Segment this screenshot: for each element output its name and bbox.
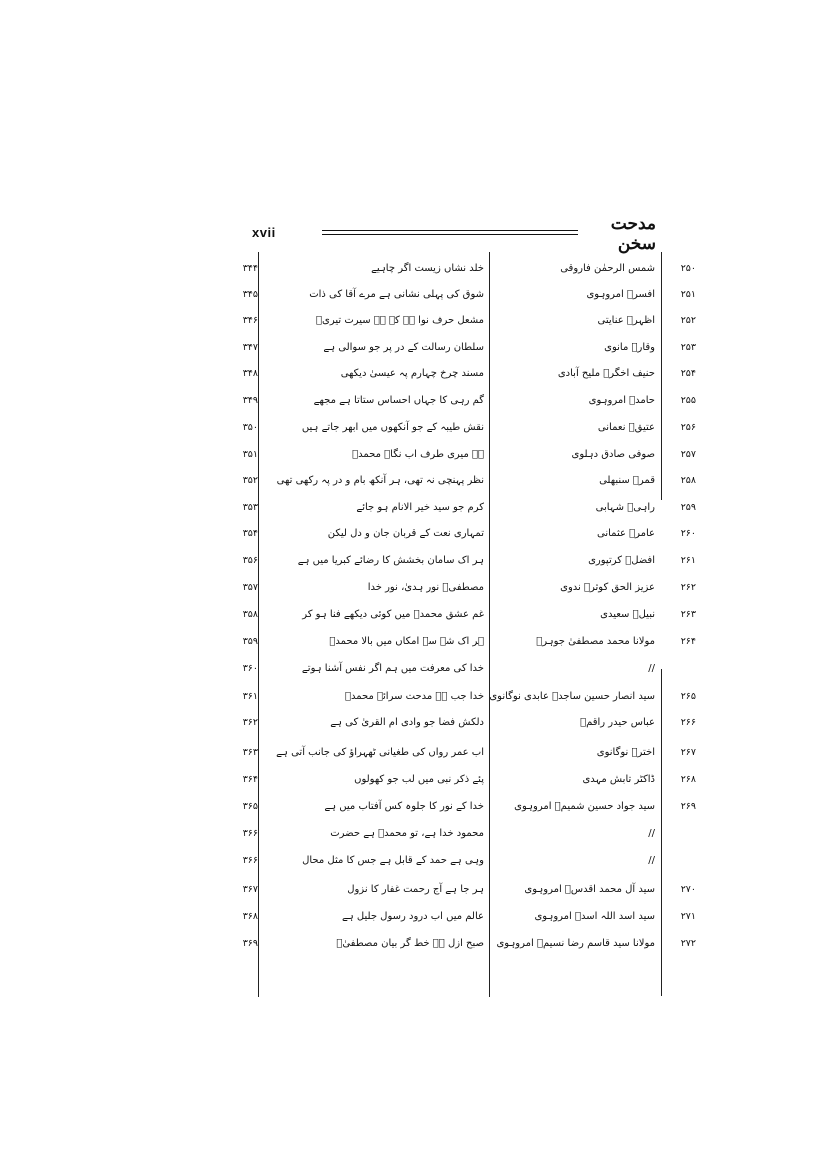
opening-line: ہر اک سامان بخشش کا رضائے کبریا میں ہے — [297, 555, 484, 566]
table-row — [0, 906, 826, 928]
entry-number: ۲۵۴ — [680, 368, 696, 379]
entry-number: ۲۷۰ — [680, 884, 696, 895]
page-ref: ۳۵۹ — [242, 636, 258, 647]
opening-line: کرم جو سید خیر الانام ہو جائے — [356, 502, 484, 513]
opening-line: ہر جا ہے آج رحمت غفار کا نزول — [347, 884, 484, 895]
table-row — [0, 879, 826, 901]
page-ref: ۳۶۷ — [242, 884, 258, 895]
entry-number — [666, 850, 696, 872]
opening-line: نظر پہنچی نہ تھی، ہر آنکھ بام و در پہ رکھی تھی — [276, 475, 484, 486]
poet-name: اظہرؔ عنایتی — [597, 315, 655, 326]
page-ref: ۳۶۰ — [242, 663, 258, 674]
opening-line: غم عشق محمدؐ میں کوئی دیکھے فنا ہو کر — [302, 609, 484, 620]
entry-number: ۲۵۵ — [680, 395, 696, 406]
opening-line: گم رہی کا جہاں احساس ستاتا ہے مجھے — [313, 395, 484, 406]
opening-line: صبح ازل ہے خط گر بیان مصطفیٰؐ — [336, 938, 484, 949]
page-ref: ۳۵۱ — [242, 449, 258, 460]
table-row — [0, 337, 826, 359]
entry-number — [666, 823, 696, 845]
opening-line: نقش طیبہ کے جو آنکھوں میں ابھر جاتے ہیں — [301, 422, 484, 433]
table-row — [0, 604, 826, 626]
poet-name: افضلؔ کرتپوری — [588, 555, 655, 566]
opening-line: خلد نشاں زیست اگر چاہیے — [371, 263, 484, 274]
page-ref: ۳۴۷ — [242, 342, 258, 353]
poet-name: // — [648, 855, 655, 866]
page-ref: ۳۶۴ — [242, 774, 258, 785]
entry-number: ۲۵۱ — [680, 289, 696, 300]
poet-name: حنیف اخگرؔ ملیح آبادی — [557, 368, 655, 379]
entry-number: ۲۵۳ — [680, 342, 696, 353]
page-ref: ۳۵۷ — [242, 582, 258, 593]
table-row — [0, 497, 826, 519]
page-ref: ۳۶۶ — [242, 855, 258, 866]
page-ref: ۳۵۳ — [242, 502, 258, 513]
table-row — [0, 686, 826, 708]
entry-number: ۲۶۷ — [680, 747, 696, 758]
poet-name: عتیقؔ نعمانی — [597, 422, 655, 433]
table-row — [0, 258, 826, 280]
poet-name: سید جواد حسین شمیمؔ امروہوی — [514, 801, 655, 812]
opening-line: وہی ہے حمد کے قابل ہے جس کا مثل محال — [302, 855, 484, 866]
poet-name: عزیز الحق کوثرؔ ندوی — [560, 582, 655, 593]
page-ref: ۳۶۸ — [242, 911, 258, 922]
opening-line: دلکش فضا جو وادی ام القریٰ کی ہے — [330, 717, 484, 728]
entry-number: ۲۶۱ — [680, 555, 696, 566]
table-row — [0, 742, 826, 764]
entry-number: ۲۶۰ — [680, 528, 696, 539]
page-ref: ۳۴۸ — [242, 368, 258, 379]
poet-name: مولانا محمد مصطفیٰ جوہرؔ — [536, 636, 655, 647]
entry-number: ۲۵۷ — [680, 449, 696, 460]
opening-line: خدا جب ہے مدحت سرائے محمدؐ — [344, 691, 484, 702]
table-row — [0, 310, 826, 332]
page-ref: ۳۶۶ — [242, 828, 258, 839]
entry-number: ۲۶۵ — [680, 691, 696, 702]
poet-name: قمرؔ سنبھلی — [599, 475, 655, 486]
running-title: مدحت سخن — [610, 214, 656, 254]
poet-name: وقارؔ مانوی — [604, 342, 655, 353]
table-row — [0, 658, 826, 680]
poet-name: ڈاکٹر تابش مہدی — [582, 774, 655, 785]
entry-number: ۲۵۰ — [680, 263, 696, 274]
entry-number: ۲۶۴ — [680, 636, 696, 647]
page-ref: ۳۴۹ — [242, 395, 258, 406]
opening-line: خدا کے نور کا جلوہ کس آفتاب میں ہے — [324, 801, 484, 812]
page-ref: ۳۵۶ — [242, 555, 258, 566]
page-ref: ۳۶۹ — [242, 938, 258, 949]
page-ref: ۳۶۵ — [242, 801, 258, 812]
opening-line: مسند چرخ چہارم پہ عیسیٰ دیکھی — [340, 368, 484, 379]
opening-line: اب عمر رواں کی طغیانی ٹھہراؤ کی جانب آتی ہے — [276, 747, 484, 758]
poet-name: اخترؔ نوگانوی — [596, 747, 655, 758]
table-row — [0, 850, 826, 872]
entry-number: ۲۷۱ — [680, 911, 696, 922]
opening-line: پئے ذکر نبی میں لب جو کھولوں — [354, 774, 484, 785]
table-row — [0, 769, 826, 791]
opening-line: شوق کی پہلی نشانی ہے مرے آقا کی ذات — [309, 289, 484, 300]
table-row — [0, 550, 826, 572]
entry-number: ۲۶۹ — [680, 801, 696, 812]
header-rule-bottom — [322, 234, 578, 235]
table-row — [0, 823, 826, 845]
opening-line: مصطفیؐ نور ہدیٰ، نور خدا — [367, 582, 484, 593]
poet-name: نبیلؔ سعیدی — [600, 609, 655, 620]
page-ref: ۳۵۲ — [242, 475, 258, 486]
table-row — [0, 470, 826, 492]
page-ref: ۳۴۵ — [242, 289, 258, 300]
poet-name: سید اسد اللہ اسدؔ امروہوی — [534, 911, 655, 922]
entry-number: ۲۵۲ — [680, 315, 696, 326]
page-ref: ۳۶۲ — [242, 717, 258, 728]
table-row — [0, 444, 826, 466]
table-row — [0, 417, 826, 439]
entry-number: ۲۵۶ — [680, 422, 696, 433]
page-ref: ۳۴۶ — [242, 315, 258, 326]
opening-line: خدا کی معرفت میں ہم اگر نفس آشنا ہوتے — [301, 663, 484, 674]
table-row — [0, 796, 826, 818]
header-rule-top — [322, 230, 578, 231]
entry-number: ۲۵۹ — [680, 502, 696, 513]
page-ref: ۳۴۴ — [242, 263, 258, 274]
entry-number: ۲۷۲ — [680, 938, 696, 949]
opening-line: ہے میری طرف اب نگاہ محمدؐ — [352, 449, 484, 460]
page-ref: ۳۵۸ — [242, 609, 258, 620]
poet-name: صوفی صادق دہلوی — [571, 449, 655, 460]
poet-name: عامرؔ عثمانی — [597, 528, 655, 539]
entry-number: ۲۵۸ — [680, 475, 696, 486]
poet-name: عباس حیدر راقمؔ — [580, 717, 655, 728]
page-ref: ۳۶۳ — [242, 747, 258, 758]
poet-name: // — [648, 828, 655, 839]
poet-name: سید آل محمد اقدسؔ امروہوی — [524, 884, 655, 895]
poet-name: مولانا سید قاسم رضا نسیمؔ امروہوی — [496, 938, 655, 949]
entry-number: ۲۶۶ — [680, 717, 696, 728]
table-row — [0, 577, 826, 599]
table-row — [0, 390, 826, 412]
poet-name: راہیؔ شہابی — [595, 502, 655, 513]
opening-line: محمود خدا ہے، تو محمدؐ ہے حضرت — [330, 828, 484, 839]
poet-name: حامدؔ امروہوی — [588, 395, 655, 406]
table-row — [0, 631, 826, 653]
poet-name: شمس الرحمٰن فاروقی — [560, 263, 655, 274]
page-number: xvii — [252, 225, 276, 240]
opening-line: مشعل حرف نوا ہے کہ ہے سیرت تیریؐ — [316, 315, 484, 326]
opening-line: عالم میں اب درود رسول جلیل ہے — [342, 911, 484, 922]
page-ref: ۳۵۰ — [242, 422, 258, 433]
entry-number — [666, 658, 696, 680]
opening-line: ہر اک شے سے امکاں میں بالا محمدؐ — [329, 636, 484, 647]
table-row — [0, 284, 826, 306]
table-row — [0, 712, 826, 734]
opening-line: سلطان رسالت کے در پر جو سوالی ہے — [323, 342, 484, 353]
page-ref: ۳۵۴ — [242, 528, 258, 539]
poet-name: // — [648, 663, 655, 674]
table-row — [0, 363, 826, 385]
entry-number: ۲۶۳ — [680, 609, 696, 620]
poet-name: سید انصار حسین ساجدؔ عابدی نوگانوی — [489, 691, 655, 702]
table-row — [0, 523, 826, 545]
entry-number: ۲۶۲ — [680, 582, 696, 593]
entry-number: ۲۶۸ — [680, 774, 696, 785]
poet-name: افسرؔ امروہوی — [586, 289, 655, 300]
opening-line: تمہاری نعت کے قربان جان و دل لیکن — [327, 528, 484, 539]
page-ref: ۳۶۱ — [242, 691, 258, 702]
table-row — [0, 933, 826, 955]
